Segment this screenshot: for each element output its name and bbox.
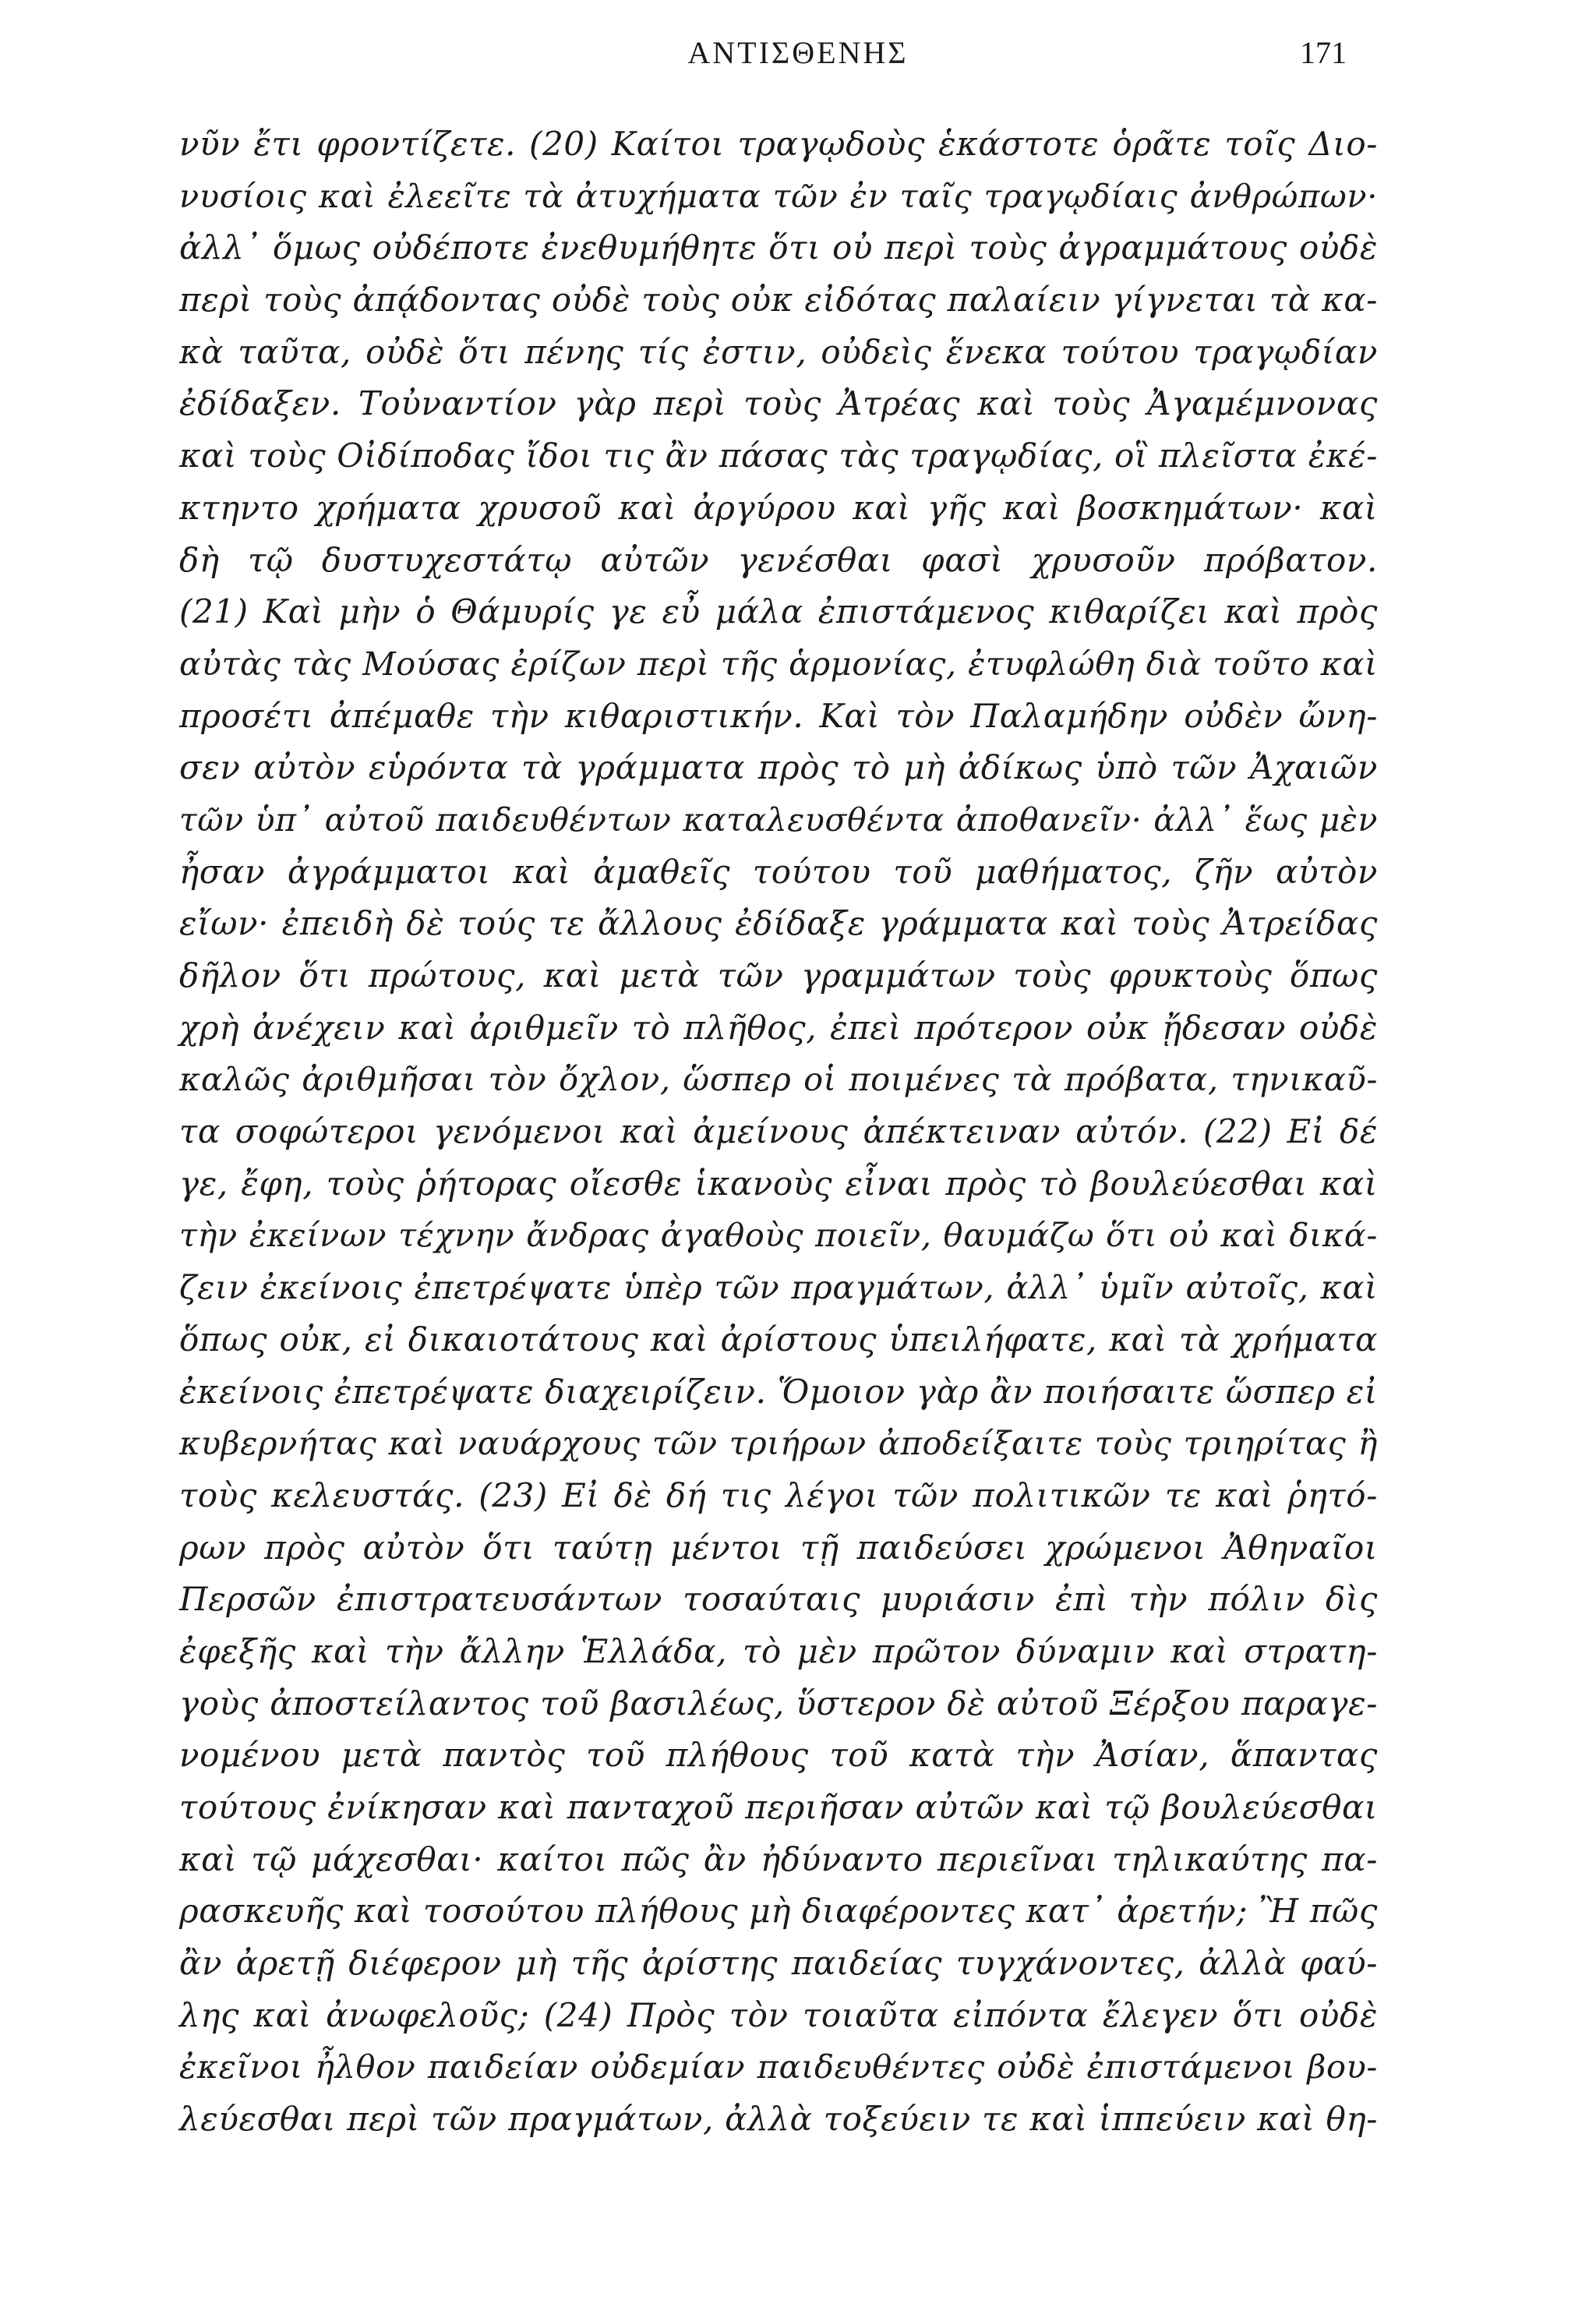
text-line: νῦν ἔτι φροντίζετε. (20) Καίτοι τραγῳδοὺς ἑκάστοτε ὁρᾶτε τοῖς Διο-: [179, 125, 1378, 163]
text-line: αὐτὰς τὰς Μούσας ἐρίζων περὶ τῆς ἁρμονίας, ἐτυφλώθη διὰ τοῦτο καὶ: [179, 644, 1378, 683]
text-line: νυσίοις καὶ ἐλεεῖτε τὰ ἀτυχήματα τῶν ἐν ταῖς τραγῳδίαις ἀνθρώπων·: [179, 176, 1378, 215]
text-line: ἐκείνοις ἐπετρέψατε διαχειρίζειν. Ὅμοιον γὰρ ἂν ποιήσαιτε ὥσπερ εἰ: [179, 1372, 1378, 1411]
text-line: κυβερνήτας καὶ ναυάρχους τῶν τριήρων ἀποδείξαιτε τοὺς τριηρίτας ἢ: [179, 1424, 1378, 1463]
body-text: [179, 118, 1378, 2146]
running-header: [0, 28, 1596, 83]
text-line: σεν αὐτὸν εὑρόντα τὰ γράμματα πρὸς τὸ μὴ ἀδίκως ὑπὸ τῶν Ἀχαιῶν: [179, 748, 1378, 787]
text-line: γε, ἔφη, τοὺς ῥήτορας οἴεσθε ἱκανοὺς εἶναι πρὸς τὸ βουλεύεσθαι καὶ: [179, 1164, 1378, 1203]
text-line: ρων πρὸς αὐτὸν ὅτι ταύτῃ μέντοι τῇ παιδεύσει χρώμενοι Ἀθηναῖοι: [179, 1528, 1378, 1567]
text-line: λης καὶ ἀνωφελοῦς; (24) Πρὸς τὸν τοιαῦτα εἰπόντα ἔλεγεν ὅτι οὐδὲ: [179, 1995, 1378, 2034]
text-line: δῆλον ὅτι πρώτους, καὶ μετὰ τῶν γραμμάτων τοὺς φρυκτοὺς ὅπως: [179, 956, 1378, 995]
text-line: ἐκεῖνοι ἦλθον παιδείαν οὐδεμίαν παιδευθέντες οὐδὲ ἐπιστάμενοι βου-: [179, 2048, 1378, 2087]
text-line: δὴ τῷ δυστυχεστάτῳ αὐτῶν γενέσθαι φασὶ χρυσοῦν πρόβατον.: [179, 540, 1378, 579]
text-line: ρασκευῆς καὶ τοσούτου πλήθους μὴ διαφέροντες κατ᾽ ἀρετήν; Ἢ πῶς: [179, 1892, 1378, 1931]
text-line: τα σοφώτεροι γενόμενοι καὶ ἀμείνους ἀπέκτειναν αὐτόν. (22) Εἰ δέ: [179, 1112, 1378, 1151]
text-line: εἴων· ἐπειδὴ δὲ τούς τε ἄλλους ἐδίδαξε γράμματα καὶ τοὺς Ἀτρείδας: [179, 904, 1378, 943]
text-line: Περσῶν ἐπιστρατευσάντων τοσαύταις μυριάσιν ἐπὶ τὴν πόλιν δὶς: [179, 1580, 1378, 1619]
page-number: 171: [1300, 35, 1347, 70]
text-line: χρὴ ἀνέχειν καὶ ἀριθμεῖν τὸ πλῆθος, ἐπεὶ πρότερον οὐκ ᾔδεσαν οὐδὲ: [179, 1008, 1378, 1047]
text-line: γοὺς ἀποστείλαντος τοῦ βασιλέως, ὕστερον δὲ αὐτοῦ Ξέρξου παραγε-: [179, 1684, 1378, 1723]
text-line: ὅπως οὐκ, εἰ δικαιοτάτους καὶ ἀρίστους ὑπειλήφατε, καὶ τὰ χρήματα: [179, 1320, 1378, 1359]
text-line: καὶ τοὺς Οἰδίποδας ἴδοι τις ἂν πάσας τὰς τραγῳδίας, οἳ πλεῖστα ἐκέ-: [179, 436, 1378, 475]
text-line: ἦσαν ἀγράμματοι καὶ ἀμαθεῖς τούτου τοῦ μαθήματος, ζῆν αὐτὸν: [179, 852, 1378, 891]
text-line: ἂν ἀρετῇ διέφερον μὴ τῆς ἀρίστης παιδείας τυγχάνοντες, ἀλλὰ φαύ-: [179, 1944, 1378, 1983]
text-line: νομένου μετὰ παντὸς τοῦ πλήθους τοῦ κατὰ τὴν Ἀσίαν, ἅπαντας: [179, 1736, 1378, 1775]
text-line: ἀλλ᾽ ὅμως οὐδέποτε ἐνεθυμήθητε ὅτι οὐ περὶ τοὺς ἀγραμμάτους οὐδὲ: [179, 228, 1378, 267]
text-line: τούτους ἐνίκησαν καὶ πανταχοῦ περιῆσαν αὐτῶν καὶ τῷ βουλεύεσθαι: [179, 1788, 1378, 1826]
text-line: κὰ ταῦτα, οὐδὲ ὅτι πένης τίς ἐστιν, οὐδεὶς ἕνεκα τούτου τραγῳδίαν: [179, 332, 1378, 371]
text-line: τοὺς κελευστάς. (23) Εἰ δὲ δή τις λέγοι τῶν πολιτικῶν τε καὶ ῥητό-: [179, 1475, 1378, 1514]
text-line: περὶ τοὺς ἀπᾴδοντας οὐδὲ τοὺς οὐκ εἰδότας παλαίειν γίγνεται τὰ κα-: [179, 281, 1378, 320]
text-line: τῶν ὑπ᾽ αὐτοῦ παιδευθέντων καταλευσθέντα ἀποθανεῖν· ἀλλ᾽ ἕως μὲν: [179, 800, 1378, 839]
text-line: (21) Καὶ μὴν ὁ Θάμυρίς γε εὖ μάλα ἐπιστάμενος κιθαρίζει καὶ πρὸς: [179, 592, 1378, 631]
running-title: ΑΝΤΙΣΘΕΝΗΣ: [687, 35, 909, 70]
text-line: ἐφεξῆς καὶ τὴν ἄλλην Ἑλλάδα, τὸ μὲν πρῶτον δύναμιν καὶ στρατη-: [179, 1631, 1378, 1670]
text-line: προσέτι ἀπέμαθε τὴν κιθαριστικήν. Καὶ τὸν Παλαμήδην οὐδὲν ὤνη-: [179, 696, 1378, 735]
text-line: κτηντο χρήματα χρυσοῦ καὶ ἀργύρου καὶ γῆς καὶ βοσκημάτων· καὶ: [179, 488, 1378, 527]
text-line: τὴν ἐκείνων τέχνην ἄνδρας ἀγαθοὺς ποιεῖν, θαυμάζω ὅτι οὐ καὶ δικά-: [179, 1216, 1378, 1255]
text-line: ἐδίδαξεν. Τοὐναντίον γὰρ περὶ τοὺς Ἀτρέας καὶ τοὺς Ἀγαμέμνονας: [179, 384, 1378, 423]
text-line: καλῶς ἀριθμῆσαι τὸν ὄχλον, ὥσπερ οἱ ποιμένες τὰ πρόβατα, τηνικαῦ-: [179, 1060, 1378, 1099]
text-line: ζειν ἐκείνοις ἐπετρέψατε ὑπὲρ τῶν πραγμάτων, ἀλλ᾽ ὑμῖν αὐτοῖς, καὶ: [179, 1268, 1378, 1307]
text-line: καὶ τῷ μάχεσθαι· καίτοι πῶς ἂν ἠδύναντο περιεῖναι τηλικαύτης πα-: [179, 1839, 1378, 1878]
text-line: λεύεσθαι περὶ τῶν πραγμάτων, ἀλλὰ τοξεύειν τε καὶ ἱππεύειν καὶ θη-: [179, 2100, 1378, 2139]
